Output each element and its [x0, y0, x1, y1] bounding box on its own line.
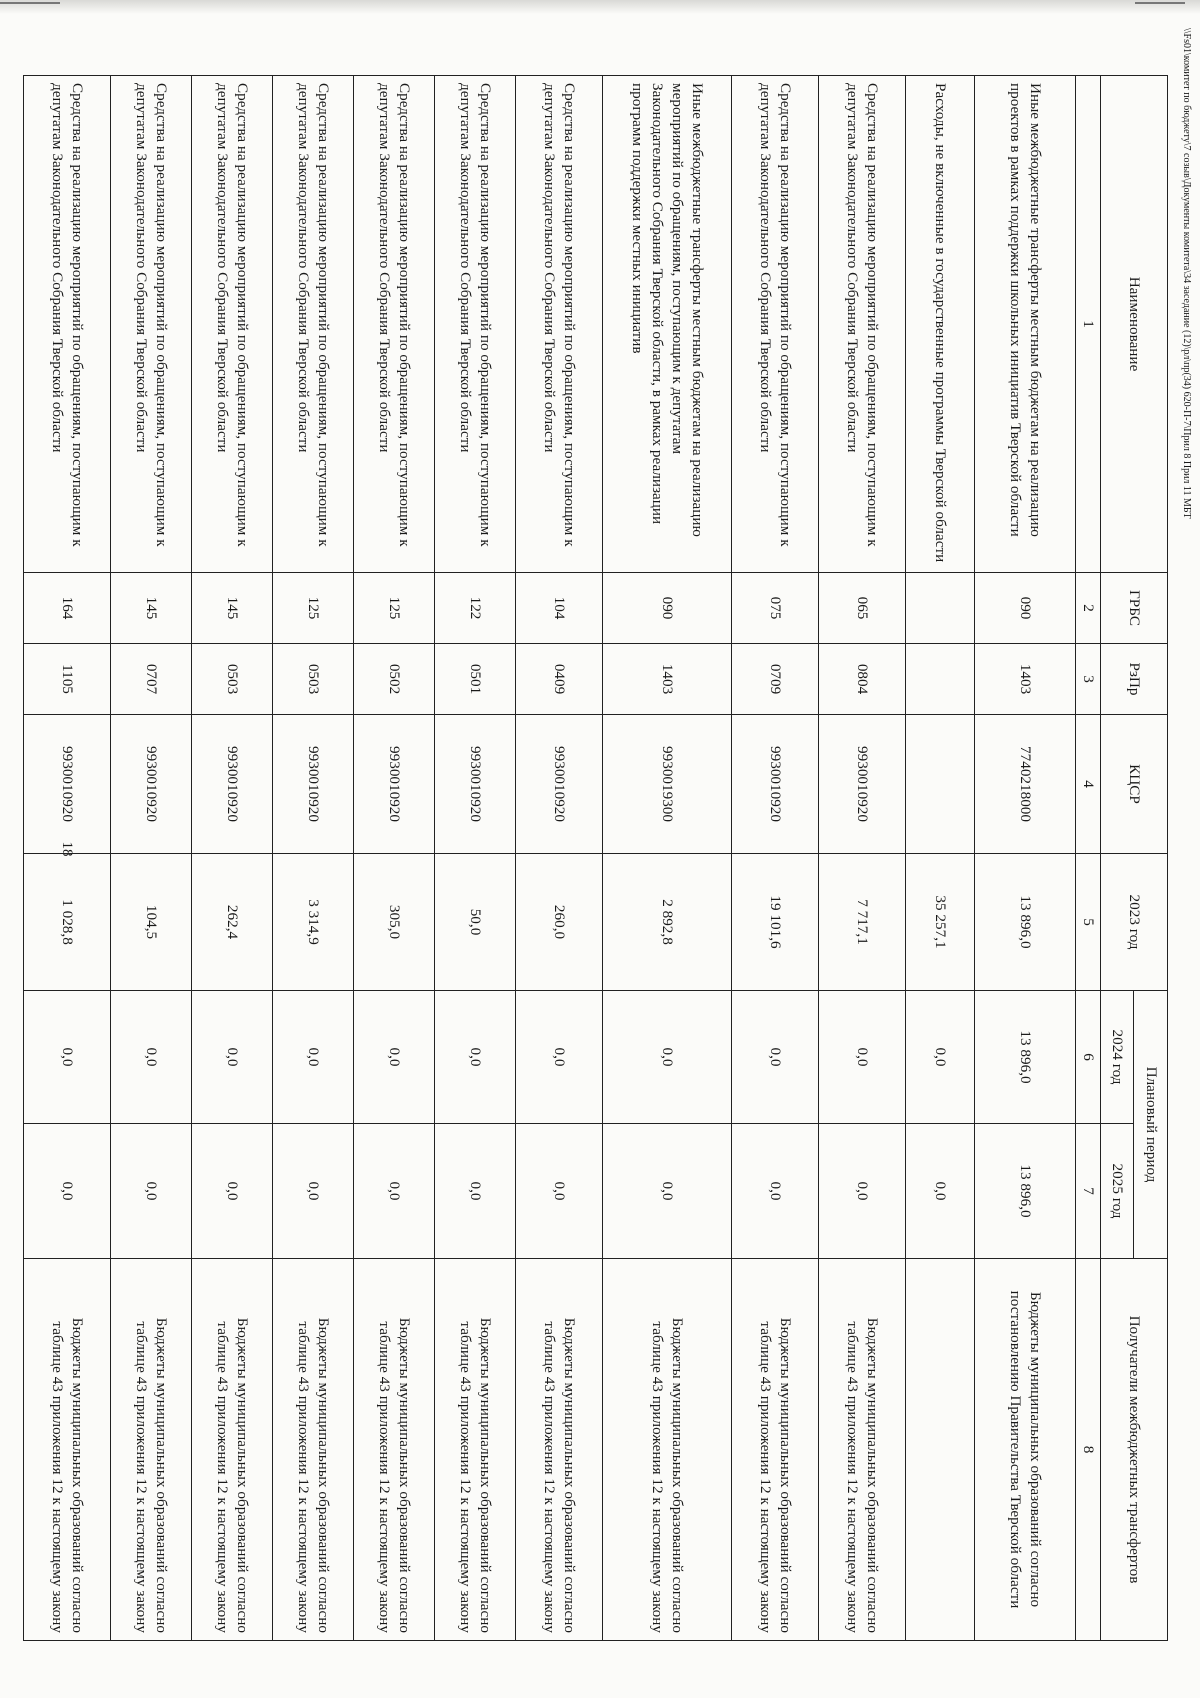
- row-amount-2024-cell: 0,0: [191, 991, 272, 1124]
- row-amount-2025-cell: 0,0: [191, 1124, 272, 1259]
- row-recipient-cell: Бюджеты муниципальных образований согласно таблице 43 приложения 12 к настоящему закону: [110, 1259, 191, 1641]
- row-kcsr-cell: 9930010920: [818, 715, 905, 854]
- row-rzpr-cell: 1403: [974, 644, 1075, 715]
- row-name-cell: Средства на реализацию мероприятий по обращениям, поступающим к депутатам Законодательного Собрания Тверской области: [353, 76, 434, 573]
- row-kcsr-cell: 7740218000: [974, 715, 1075, 854]
- row-kcsr-cell: 9930010920: [515, 715, 602, 854]
- footer-file-path: \\Fs01\комитет по бюджету\7 созыв\Документы комитета\34 заседание (12)\рл\пр(34) 620-П-7\Прил 8 Прил 11 МБТ: [1181, 28, 1192, 519]
- row-name-cell: Средства на реализацию мероприятий по обращениям, поступающим к депутатам Законодательного Собрания Тверской области: [23, 76, 110, 573]
- row-amount-2024-cell: 0,0: [905, 991, 974, 1124]
- row-amount-2024-cell: 0,0: [353, 991, 434, 1124]
- row-amount-2023-cell: 305,0: [353, 854, 434, 991]
- row-kcsr-cell: 9930010920: [23, 715, 110, 854]
- row-grbs-cell: 065: [818, 573, 905, 644]
- row-grbs-cell: 125: [353, 573, 434, 644]
- row-rzpr-cell: 0707: [110, 644, 191, 715]
- table-row: [23, 76, 110, 1641]
- header-year-2023: 2023 год: [1101, 854, 1168, 991]
- row-amount-2025-cell: 0,0: [515, 1124, 602, 1259]
- header-recipients: Получатели межбюджетных трансфертов: [1101, 1259, 1168, 1641]
- table-row: [905, 76, 974, 1641]
- header-name: Наименование: [1101, 76, 1168, 573]
- row-kcsr-cell: 9930010920: [731, 715, 818, 854]
- row-amount-2023-cell: 19 101,6: [731, 854, 818, 991]
- row-recipient-cell: Бюджеты муниципальных образований согласно таблице 43 приложения 12 к настоящему закону: [434, 1259, 515, 1641]
- row-recipient-cell: Бюджеты муниципальных образований согласно таблице 43 приложения 12 к настоящему закону: [818, 1259, 905, 1641]
- row-amount-2024-cell: 0,0: [110, 991, 191, 1124]
- column-number: 8: [1075, 1259, 1100, 1641]
- header-grbs: ГРБС: [1101, 573, 1168, 644]
- row-kcsr-cell: 9930010920: [272, 715, 353, 854]
- row-rzpr-cell: 0502: [353, 644, 434, 715]
- row-recipient-cell: Бюджеты муниципальных образований согласно таблице 43 приложения 12 к настоящему закону: [272, 1259, 353, 1641]
- row-grbs-cell: 122: [434, 573, 515, 644]
- column-number: 4: [1075, 715, 1100, 854]
- row-kcsr-cell: 9930010920: [353, 715, 434, 854]
- table-row: [434, 76, 515, 1641]
- row-amount-2023-cell: 50,0: [434, 854, 515, 991]
- table-row: [353, 76, 434, 1641]
- row-grbs-cell: 145: [191, 573, 272, 644]
- column-number: 2: [1075, 573, 1100, 644]
- page-number: 18: [59, 841, 75, 857]
- row-amount-2023-cell: 35 257,1: [905, 854, 974, 991]
- row-amount-2025-cell: 0,0: [272, 1124, 353, 1259]
- row-rzpr-cell: 0709: [731, 644, 818, 715]
- row-rzpr-cell: 0501: [434, 644, 515, 715]
- row-rzpr-cell: 1403: [602, 644, 731, 715]
- row-grbs-cell: 164: [23, 573, 110, 644]
- row-name-cell: Средства на реализацию мероприятий по обращениям, поступающим к депутатам Законодательного Собрания Тверской области: [272, 76, 353, 573]
- column-number: 1: [1075, 76, 1100, 573]
- row-name-cell: Расходы, не включенные в государственные программы Тверской области: [905, 76, 974, 573]
- row-rzpr-cell: 0804: [818, 644, 905, 715]
- column-number: 6: [1075, 991, 1100, 1124]
- row-name-cell: Средства на реализацию мероприятий по обращениям, поступающим к депутатам Законодательного Собрания Тверской области: [731, 76, 818, 573]
- row-recipient-cell: Бюджеты муниципальных образований согласно таблице 43 приложения 12 к настоящему закону: [731, 1259, 818, 1641]
- row-amount-2024-cell: 0,0: [731, 991, 818, 1124]
- budget-table: [23, 75, 1168, 1641]
- column-number-row: [1075, 76, 1100, 1641]
- row-name-cell: Средства на реализацию мероприятий по обращениям, поступающим к депутатам Законодательного Собрания Тверской области: [515, 76, 602, 573]
- row-kcsr-cell: 9930010920: [191, 715, 272, 854]
- row-amount-2025-cell: 13 896,0: [974, 1124, 1075, 1259]
- row-amount-2024-cell: 0,0: [515, 991, 602, 1124]
- row-amount-2025-cell: 0,0: [818, 1124, 905, 1259]
- row-grbs-cell: 075: [731, 573, 818, 644]
- row-recipient-cell: Бюджеты муниципальных образований согласно таблице 43 приложения 12 к настоящему закону: [191, 1259, 272, 1641]
- table-row: [602, 76, 731, 1641]
- table-row: [731, 76, 818, 1641]
- header-year-2024: 2024 год: [1101, 991, 1135, 1124]
- row-amount-2024-cell: 13 896,0: [974, 991, 1075, 1124]
- row-amount-2023-cell: 1 028,8: [23, 854, 110, 991]
- row-name-cell: Иные межбюджетные трансферты местным бюджетам на реализацию мероприятий по обращениям, поступающим к депутатам Законодательного Собрания Тверской области, в рамках реализации программ поддержки местных инициатив: [602, 76, 731, 573]
- row-amount-2024-cell: 0,0: [23, 991, 110, 1124]
- header-rzpr: РзПр: [1101, 644, 1168, 715]
- row-amount-2023-cell: 3 314,9: [272, 854, 353, 991]
- row-rzpr-cell: 0409: [515, 644, 602, 715]
- row-amount-2023-cell: 13 896,0: [974, 854, 1075, 991]
- header-planned-period: Плановый период: [1134, 991, 1168, 1259]
- column-number: 7: [1075, 1124, 1100, 1259]
- row-amount-2024-cell: 0,0: [818, 991, 905, 1124]
- row-grbs-cell: 125: [272, 573, 353, 644]
- table-row: [191, 76, 272, 1641]
- row-amount-2025-cell: 0,0: [731, 1124, 818, 1259]
- header-kcsr: КЦСР: [1101, 715, 1168, 854]
- table-row: [515, 76, 602, 1641]
- row-name-cell: Средства на реализацию мероприятий по обращениям, поступающим к депутатам Законодательного Собрания Тверской области: [110, 76, 191, 573]
- row-recipient-cell: Бюджеты муниципальных образований согласно таблице 43 приложения 12 к настоящему закону: [353, 1259, 434, 1641]
- table-row: [818, 76, 905, 1641]
- row-amount-2023-cell: 262,4: [191, 854, 272, 991]
- row-amount-2024-cell: 0,0: [434, 991, 515, 1124]
- row-name-cell: Средства на реализацию мероприятий по обращениям, поступающим к депутатам Законодательного Собрания Тверской области: [434, 76, 515, 573]
- row-amount-2025-cell: 0,0: [905, 1124, 974, 1259]
- row-recipient-cell: [905, 1259, 974, 1641]
- row-amount-2024-cell: 0,0: [602, 991, 731, 1124]
- row-grbs-cell: [905, 573, 974, 644]
- row-amount-2025-cell: 0,0: [23, 1124, 110, 1259]
- row-grbs-cell: 090: [974, 573, 1075, 644]
- row-amount-2023-cell: 260,0: [515, 854, 602, 991]
- row-amount-2025-cell: 0,0: [353, 1124, 434, 1259]
- row-amount-2023-cell: 104,5: [110, 854, 191, 991]
- row-amount-2023-cell: 7 717,1: [818, 854, 905, 991]
- table-row: [974, 76, 1075, 1641]
- table-row: [110, 76, 191, 1641]
- row-amount-2024-cell: 0,0: [272, 991, 353, 1124]
- row-name-cell: Иные межбюджетные трансферты местным бюджетам на реализацию проектов в рамках поддержки школьных инициатив Тверской области: [974, 76, 1075, 573]
- row-recipient-cell: Бюджеты муниципальных образований согласно таблице 43 приложения 12 к настоящему закону: [23, 1259, 110, 1641]
- row-recipient-cell: Бюджеты муниципальных образований согласно таблице 43 приложения 12 к настоящему закону: [602, 1259, 731, 1641]
- row-kcsr-cell: 9930010920: [110, 715, 191, 854]
- row-amount-2025-cell: 0,0: [602, 1124, 731, 1259]
- row-amount-2023-cell: 2 892,8: [602, 854, 731, 991]
- row-rzpr-cell: 1105: [23, 644, 110, 715]
- column-number: 5: [1075, 854, 1100, 991]
- row-kcsr-cell: 9930019300: [602, 715, 731, 854]
- row-recipient-cell: Бюджеты муниципальных образований согласно постановлению Правительства Тверской области: [974, 1259, 1075, 1641]
- row-kcsr-cell: [905, 715, 974, 854]
- row-grbs-cell: 090: [602, 573, 731, 644]
- table-header-row: [1134, 76, 1168, 1641]
- table-row: [272, 76, 353, 1641]
- row-name-cell: Средства на реализацию мероприятий по обращениям, поступающим к депутатам Законодательного Собрания Тверской области: [818, 76, 905, 573]
- row-name-cell: Средства на реализацию мероприятий по обращениям, поступающим к депутатам Законодательного Собрания Тверской области: [191, 76, 272, 573]
- row-grbs-cell: 145: [110, 573, 191, 644]
- row-grbs-cell: 104: [515, 573, 602, 644]
- row-rzpr-cell: [905, 644, 974, 715]
- row-recipient-cell: Бюджеты муниципальных образований согласно таблице 43 приложения 12 к настоящему закону: [515, 1259, 602, 1641]
- row-kcsr-cell: 9930010920: [434, 715, 515, 854]
- row-amount-2025-cell: 0,0: [110, 1124, 191, 1259]
- row-amount-2025-cell: 0,0: [434, 1124, 515, 1259]
- header-year-2025: 2025 год: [1101, 1124, 1135, 1259]
- column-number: 3: [1075, 644, 1100, 715]
- row-rzpr-cell: 0503: [272, 644, 353, 715]
- row-rzpr-cell: 0503: [191, 644, 272, 715]
